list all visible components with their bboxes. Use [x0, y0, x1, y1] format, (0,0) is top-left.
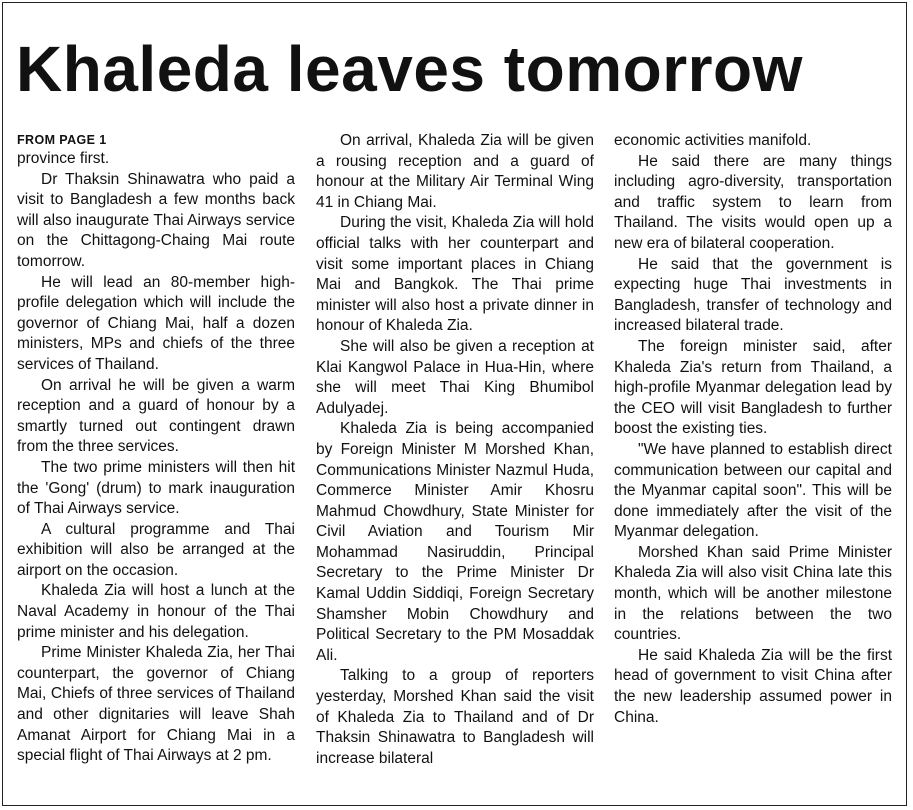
paragraph: She will also be given a reception at Klai Kangwol Palace in Hua-Hin, where she will meet Thai King Bhumibol Adulyadej. — [316, 337, 594, 417]
paragraph: "We have planned to establish direct communication between our capital and the Myanmar capital soon". This will be done immediately after the visit of the Myanmar delegation. — [614, 440, 892, 541]
paragraph: He said that the government is expecting huge Thai investments in Bangladesh, transfer of technology and increased bilateral trade. — [614, 255, 892, 335]
article-column-2 — [316, 131, 594, 769]
paragraph: Morshed Khan said Prime Minister Khaleda Zia will also visit China late this month, which will be another milestone in the relations between the two countries. — [614, 543, 892, 644]
paragraph: A cultural programme and Thai exhibition will also be arranged at the airport on the occasion. — [17, 520, 295, 579]
paragraph: The two prime ministers will then hit the 'Gong' (drum) to mark inauguration of Thai Airways service. — [17, 458, 295, 518]
paragraph: He will lead an 80-member high-profile delegation which will include the governor of Chiang Mai, half a dozen ministers, MPs and chiefs of the three services of Thailand. — [17, 273, 295, 373]
jumpline: FROM PAGE 1 — [17, 133, 107, 147]
paragraph: He said there are many things including agro-diversity, transportation and traffic system to learn from Thailand. The visits would open up a new era of bilateral cooperation. — [614, 152, 892, 252]
paragraph: Khaleda Zia will host a lunch at the Naval Academy in honour of the Thai prime minister and his delegation. — [17, 582, 295, 641]
paragraph: During the visit, Khaleda Zia will hold official talks with her counterpart and visit some important places in Chiang Mai and Bangkok. The Thai prime minister will also host a private dinner in honour of Khaleda Zia. — [316, 214, 594, 335]
article-column-3 — [614, 131, 892, 728]
paragraph: economic activities manifold. — [614, 132, 812, 149]
paragraph: Dr Thaksin Shinawatra who paid a visit to Bangladesh a few months back will also inaugurate Thai Airways service on the Chittagong-Chaing Mai route tomorrow. — [17, 170, 295, 270]
article-column-1 — [17, 131, 295, 767]
paragraph: Prime Minister Khaleda Zia, her Thai counterpart, the governor of Chiang Mai, Chiefs of three services of Thailand and other dignitaries will leave Shah Amanat Airport for Chiang Mai in a special flight of Thai Airways at 2 pm. — [17, 644, 295, 765]
headline: Khaleda leaves tomorrow — [16, 33, 803, 105]
paragraph: The foreign minister said, after Khaleda Zia's return from Thailand, a high-profile Myanmar delegation lead by the CEO will visit Bangladesh to further boost the existing ties. — [614, 337, 892, 438]
paragraph: province first. — [17, 150, 110, 167]
paragraph: On arrival he will be given a warm reception and a guard of honour by a smartly turned out contingent drawn from the three services. — [17, 376, 295, 456]
paragraph: Talking to a group of reporters yesterday, Morshed Khan said the visit of Khaleda Zia to Thailand and of Dr Thaksin Shinawatra to Bangladesh will increase bilateral — [316, 667, 594, 767]
paragraph: Khaleda Zia is being accompanied by Foreign Minister M Morshed Khan, Communications Minister Nazmul Huda, Commerce Minister Amir Khosru Mahmud Chowdhury, State Minister for Civil Aviation and Tourism Mir Mohammad Nasiruddin, Principal Secretary to the Prime Minister Dr Kamal Uddin Siddiqi, Foreign Secretary Shamsher Mobin Chowdhury and Political Secretary to the PM Mosaddak Ali. — [316, 420, 594, 664]
paragraph: He said Khaleda Zia will be the first head of government to visit China after the new leadership assumed power in China. — [614, 646, 892, 726]
paragraph: On arrival, Khaleda Zia will be given a rousing reception and a guard of honour at the Military Air Terminal Wing 41 in Chiang Mai. — [316, 132, 594, 211]
